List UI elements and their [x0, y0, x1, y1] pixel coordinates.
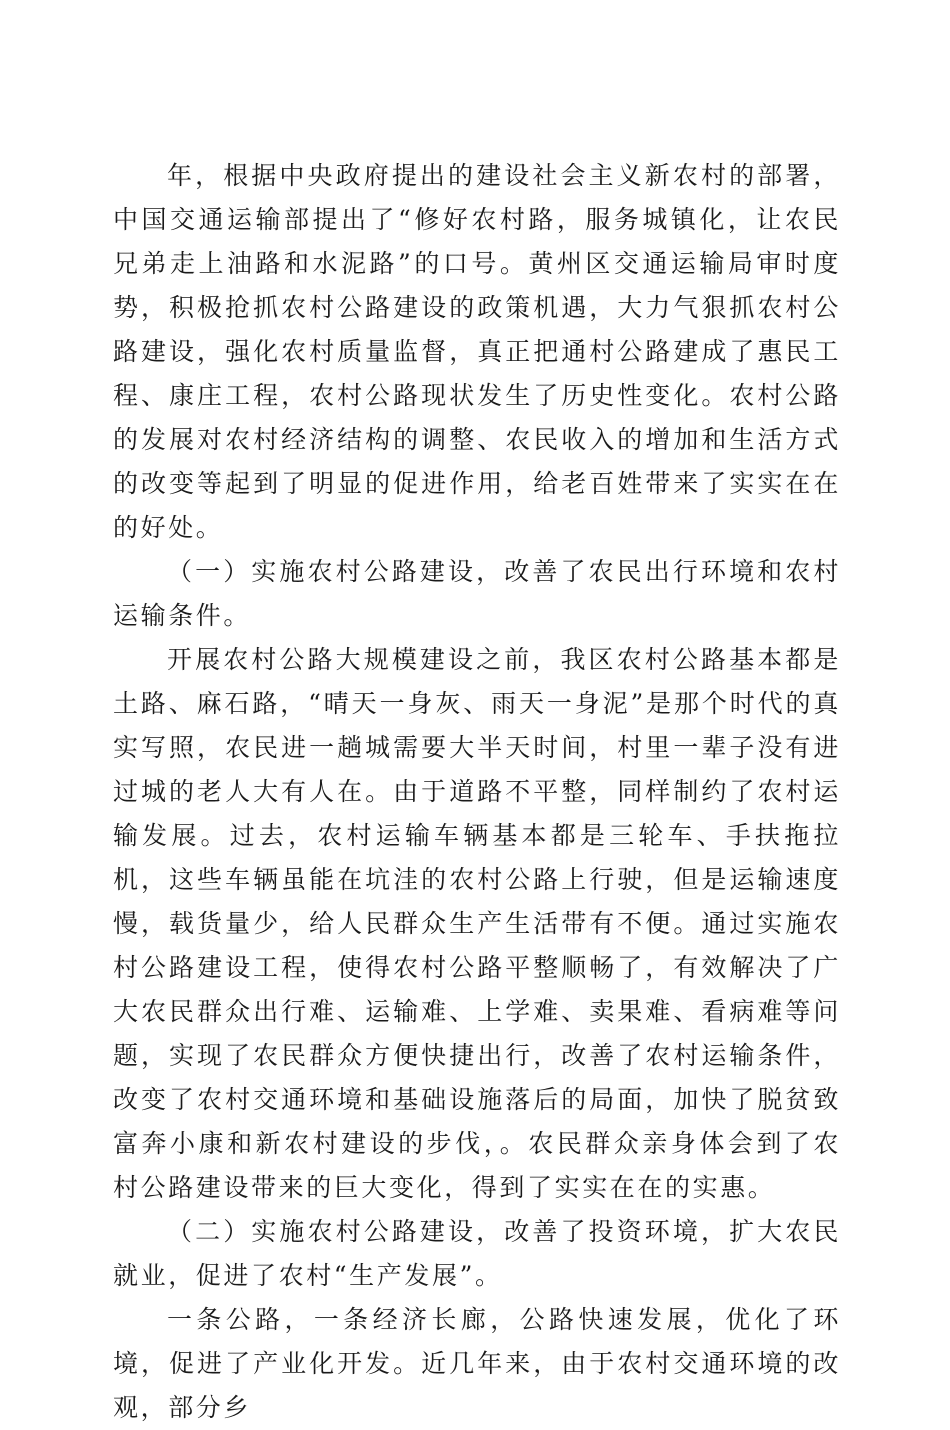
section-heading-two: （二）实施农村公路建设，改善了投资环境，扩大农民就业，促进了农村“生产发展”。	[113, 1217, 841, 1290]
document-body	[113, 154, 841, 1430]
body-paragraph-section-two: 一条公路，一条经济长廊，公路快速发展，优化了环境，促进了产业化开发。近几年来，由于农村交通环境的改观，部分乡	[113, 1305, 841, 1422]
section-heading-one: （一）实施农村公路建设，改善了农民出行环境和农村运输条件。	[113, 557, 841, 630]
body-paragraph-intro: 年，根据中央政府提出的建设社会主义新农村的部署，中国交通运输部提出了“修好农村路，服务城镇化，让农民兄弟走上油路和水泥路”的口号。黄州区交通运输局审时度势，积极抢抓农村公路建设的政策机遇，大力气狠抓农村公路建设，强化农村质量监督，真正把通村公路建成了惠民工程、康庄工程，农村公路现状发生了历史性变化。农村公路的发展对农村经济结构的调整、农民收入的增加和生活方式的改变等起到了明显的促进作用，给老百姓带来了实实在在的好处。	[113, 161, 841, 542]
body-paragraph-section-one: 开展农村公路大规模建设之前，我区农村公路基本都是土路、麻石路，“晴天一身灰、雨天一身泥”是那个时代的真实写照，农民进一趟城需要大半天时间，村里一辈子没有进过城的老人大有人在。由于道路不平整，同样制约了农村运输发展。过去，农村运输车辆基本都是三轮车、手扶拖拉机，这些车辆虽能在坑洼的农村公路上行驶，但是运输速度慢，载货量少，给人民群众生产生活带有不便。通过实施农村公路建设工程，使得农村公路平整顺畅了，有效解决了广大农民群众出行难、运输难、上学难、卖果难、看病难等问题，实现了农民群众方便快捷出行，改善了农村运输条件，改变了农村交通环境和基础设施落后的局面，加快了脱贫致富奔小康和新农村建设的步伐，。农民群众亲身体会到了农村公路建设带来的巨大变化，得到了实实在在的实惠。	[113, 645, 841, 1202]
